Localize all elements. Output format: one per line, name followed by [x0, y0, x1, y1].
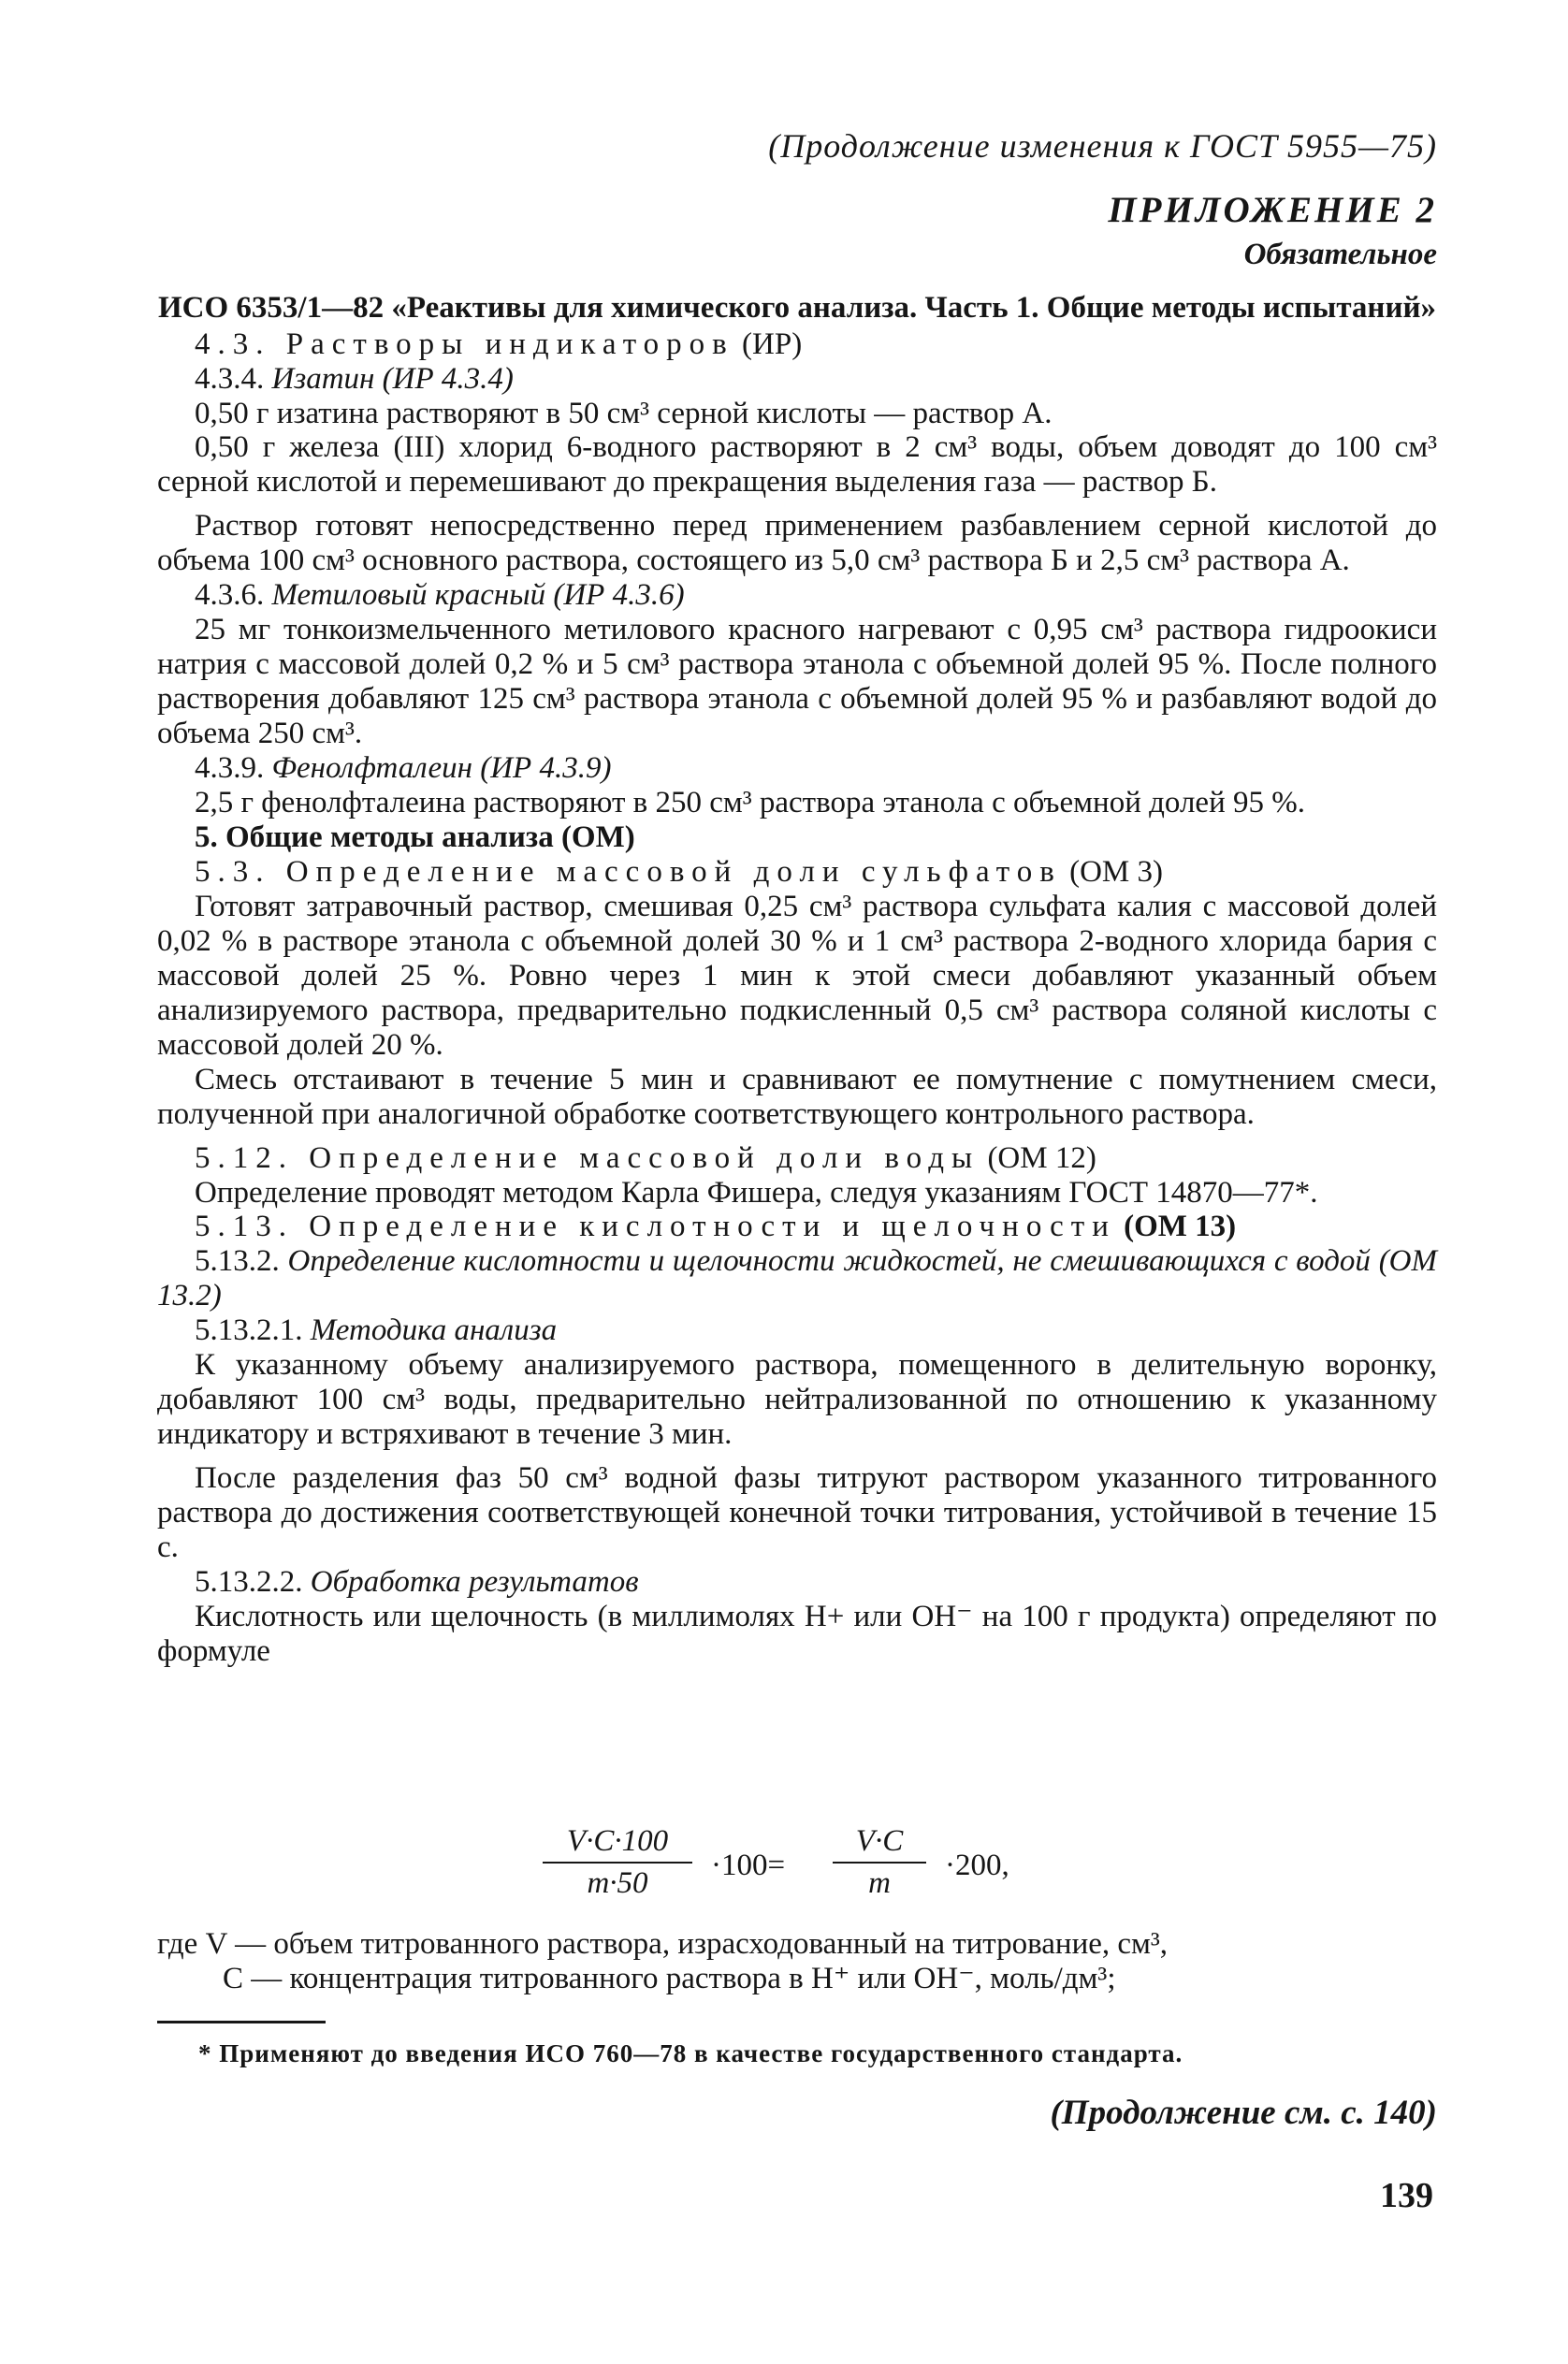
paragraph-isatin-prep: Раствор готовят непосредственно перед применением разбавлением серной кислотой до объема 100 см³ основного раствора, состоящего из 5,0 см³ раствора Б и 2,5 см³ раствора А.	[157, 509, 1437, 578]
section-5-heading: 5. Общие методы анализа (ОМ)	[195, 819, 635, 854]
section-5-13-suffix: (ОМ 13)	[1124, 1210, 1237, 1244]
section-4-3-6-heading	[157, 578, 1437, 613]
formula-legend	[157, 1927, 1437, 1996]
fraction-left	[543, 1824, 692, 1901]
continuation-header: (Продолжение изменения к ГОСТ 5955—75)	[768, 127, 1437, 165]
section-5-13-2-title: Определение кислотности и щелочности жидкостей, не смешивающихся с водой (ОМ 13.2)	[157, 1244, 1437, 1313]
section-5-12-title: 5.12. Определение массовой доли воды	[195, 1140, 980, 1175]
section-4-3-heading	[157, 327, 1437, 362]
section-5-13-2-2-heading	[157, 1565, 1437, 1600]
section-5-12-suffix: (ОМ 12)	[987, 1140, 1096, 1175]
formula-middle: ·100=	[711, 1849, 786, 1882]
paragraph-methyl-red: 25 мг тонкоизмельченного метилового красного нагревают с 0,95 см³ раствора гидроокиси натрия с массовой долей 0,2 % и 5 см³ раствора этанола с объемной долей 95 %. После полного растворения добавляют 125 см³ раствора этанола с объемной долей 95 % и разбавляют водой до объема 250 см³.	[157, 613, 1437, 751]
section-5-13-2-1-title: Методика анализа	[310, 1313, 558, 1348]
section-4-3-title: 4.3. Растворы индикаторов	[195, 326, 734, 361]
section-5-13-2-1-heading	[157, 1313, 1437, 1348]
paragraph-phenolphthalein: 2,5 г фенолфталеина растворяют в 250 см³ раствора этанола с объемной долей 95 %.	[195, 786, 1305, 820]
paragraph-water-fischer: Определение проводят методом Карла Фишера, следуя указаниям ГОСТ 14870—77*.	[195, 1175, 1318, 1210]
legend-v: где V — объем титрованного раствора, израсходованный на титрование, см³,	[157, 1927, 1169, 1961]
formula	[543, 1824, 1198, 1908]
section-5-13-2-2-number: 5.13.2.2.	[195, 1564, 303, 1599]
formula-end: ·200,	[945, 1849, 1009, 1882]
appendix-status: Обязательное	[1243, 238, 1437, 271]
fraction-right-numerator: V·C	[855, 1824, 904, 1858]
section-4-3-9-heading	[157, 751, 1437, 786]
continuation-footer: (Продолжение см. с. 140)	[1050, 2094, 1437, 2132]
paragraph-isatin-b: 0,50 г железа (III) хлорид 6-водного растворяют в 2 см³ воды, объем доводят до 100 см³ серной кислотой и перемешивают до прекращения выделения газа — раствор Б.	[157, 430, 1437, 500]
fraction-right-denominator: m	[868, 1865, 891, 1900]
fraction-left-numerator: V·C·100	[566, 1824, 669, 1858]
section-4-3-4-heading	[157, 362, 1437, 397]
section-4-3-9-number: 4.3.9.	[195, 751, 265, 786]
section-4-3-6-title: Метиловый красный (ИР 4.3.6)	[271, 578, 685, 613]
section-5-3-title: 5.3. Определение массовой доли сульфатов	[195, 854, 1062, 889]
appendix-title: ПРИЛОЖЕНИЕ 2	[1108, 190, 1437, 230]
document-body	[157, 292, 1437, 1669]
fraction-right-bar	[833, 1862, 926, 1864]
fraction-left-bar	[543, 1862, 692, 1864]
page-number: 139	[1380, 2176, 1433, 2215]
document-title: ИСО 6353/1—82 «Реактивы для химического анализа. Часть 1. Общие методы испытаний»	[158, 291, 1436, 325]
paragraph-sulfates-compare: Смесь отстаивают в течение 5 мин и сравнивают ее помутнение с помутнением смеси, полученной при аналогичной обработке соответствующего контрольного раствора.	[157, 1062, 1437, 1131]
section-5-13-2-1-number: 5.13.2.1.	[195, 1313, 303, 1348]
section-5-13-heading	[157, 1210, 1437, 1244]
section-5-13-2-heading	[157, 1244, 1437, 1313]
section-5-13-2-2-title: Обработка результатов	[310, 1564, 639, 1599]
footnote-rule	[157, 2021, 326, 2023]
paragraph-titration: После разделения фаз 50 см³ водной фазы титруют раствором указанного титрованного раствора до достижения соответствующей конечной точки титрования, устойчивой в течение 15 с.	[157, 1461, 1437, 1565]
fraction-left-denominator: m·50	[587, 1865, 648, 1900]
section-4-3-6-number: 4.3.6.	[195, 578, 265, 613]
paragraph-isatin-a: 0,50 г изатина растворяют в 50 см³ серной кислоты — раствор А.	[195, 396, 1053, 430]
paragraph-method: К указанному объему анализируемого раствора, помещенного в делительную воронку, добавляют 100 см³ воды, предварительно нейтрализованной по отношению к указанному индикатору и встряхивают в течение 3 мин.	[157, 1348, 1437, 1452]
section-5-13-2-number: 5.13.2.	[195, 1244, 280, 1279]
section-4-3-4-number: 4.3.4.	[195, 361, 265, 396]
section-4-3-suffix: (ИР)	[742, 326, 803, 361]
fraction-right	[833, 1824, 926, 1901]
paragraph-sulfates: Готовят затравочный раствор, смешивая 0,25 см³ раствора сульфата калия с массовой долей 0,02 % в растворе этанола с объемной долей 30 % и 1 см³ раствора 2-водного хлорида бария с массовой долей 25 %. Ровно через 1 мин к этой смеси добавляют указанный объем анализируемого раствора, предварительно подкисленный 0,5 см³ раствора соляной кислоты с массовой долей 20 %.	[157, 889, 1437, 1062]
section-4-3-4-title: Изатин (ИР 4.3.4)	[271, 361, 514, 396]
legend-c: C — концентрация титрованного раствора в H⁺ или OH⁻, моль/дм³;	[223, 1961, 1116, 1995]
paragraph-formula-intro: Кислотность или щелочность (в миллимолях H+ или OH⁻ на 100 г продукта) определяют по формуле	[157, 1599, 1437, 1668]
section-5-13-title: 5.13. Определение кислотности и щелочности	[195, 1210, 1116, 1244]
footnote: * Применяют до введения ИСО 760—78 в качестве государственного стандарта.	[198, 2039, 1183, 2067]
section-5-3-suffix: (ОМ 3)	[1069, 854, 1163, 889]
section-5-12-heading	[157, 1141, 1437, 1176]
section-5-3-heading	[157, 855, 1437, 890]
section-4-3-9-title: Фенолфталеин (ИР 4.3.9)	[271, 751, 612, 786]
